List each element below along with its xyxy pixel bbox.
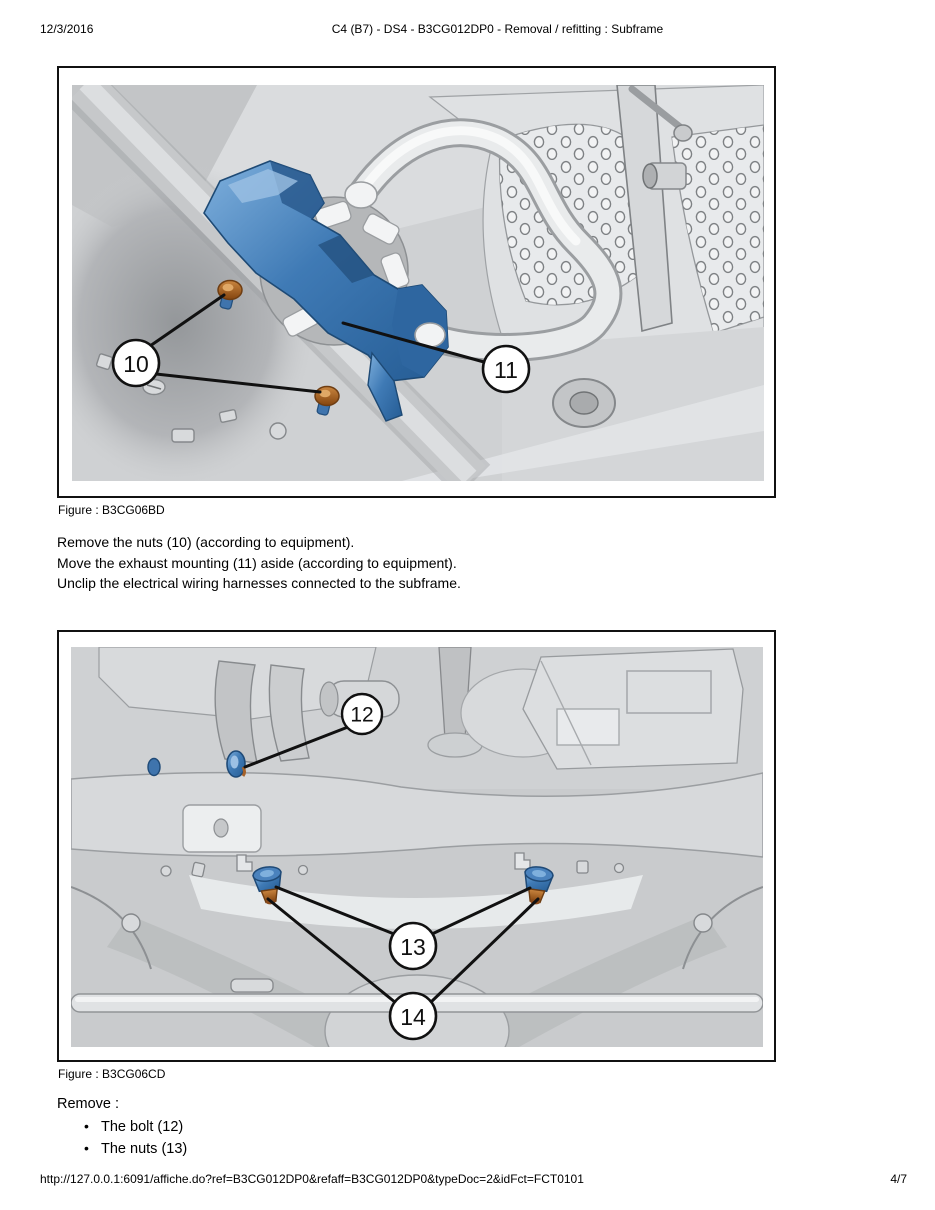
callout-11 bbox=[483, 346, 529, 392]
bolt-12 bbox=[227, 751, 245, 777]
callout-12-label: 12 bbox=[350, 703, 374, 727]
figure-1-frame bbox=[57, 66, 776, 498]
bullet-marker: • bbox=[84, 1118, 89, 1134]
figure-2-illustration bbox=[71, 647, 763, 1047]
figure-1-caption: Figure : B3CG06BD bbox=[58, 503, 165, 517]
list-item-text: The nuts (13) bbox=[101, 1141, 188, 1157]
instruction-line: Move the exhaust mounting (11) aside (according to equipment). bbox=[57, 554, 457, 571]
figure-2-frame bbox=[57, 630, 776, 1062]
tube-cup-upper bbox=[345, 182, 377, 208]
instruction-line: Remove the nuts (10) (according to equipment). bbox=[57, 534, 355, 550]
list-item bbox=[57, 1138, 187, 1160]
instruction-line: Unclip the electrical wiring harnesses connected to the subframe. bbox=[57, 575, 461, 591]
footer-page-number: 4/7 bbox=[890, 1172, 907, 1186]
right-shield-panel bbox=[523, 649, 743, 769]
remove-heading: Remove : bbox=[57, 1096, 120, 1112]
callout-14 bbox=[390, 993, 436, 1039]
figure-2-caption: Figure : B3CG06CD bbox=[58, 1067, 166, 1081]
footer-url: http://127.0.0.1:6091/affiche.do?ref=B3CG012DP0&refaff=B3CG012DP0&typeDoc=2&idFct=FCT0101 bbox=[40, 1172, 584, 1186]
callout-11-label: 11 bbox=[494, 357, 518, 383]
figure-1-illustration bbox=[72, 85, 764, 481]
list-item-text: The bolt (12) bbox=[101, 1119, 184, 1135]
list-item bbox=[57, 1116, 187, 1138]
small-blue-stud bbox=[148, 759, 160, 776]
callout-14-label: 14 bbox=[400, 1004, 426, 1030]
callout-10 bbox=[113, 340, 159, 386]
document-title: C4 (B7) - DS4 - B3CG012DP0 - Removal / refitting : Subframe bbox=[331, 22, 664, 36]
remove-bullet-list bbox=[57, 1116, 187, 1160]
print-date: 12/3/2016 bbox=[40, 22, 94, 36]
callout-10-label: 10 bbox=[123, 351, 149, 377]
callout-13-label: 13 bbox=[400, 934, 426, 960]
callout-12 bbox=[342, 694, 382, 734]
instruction-block-top bbox=[57, 532, 461, 594]
callout-13 bbox=[390, 923, 436, 969]
bullet-marker: • bbox=[84, 1140, 89, 1156]
